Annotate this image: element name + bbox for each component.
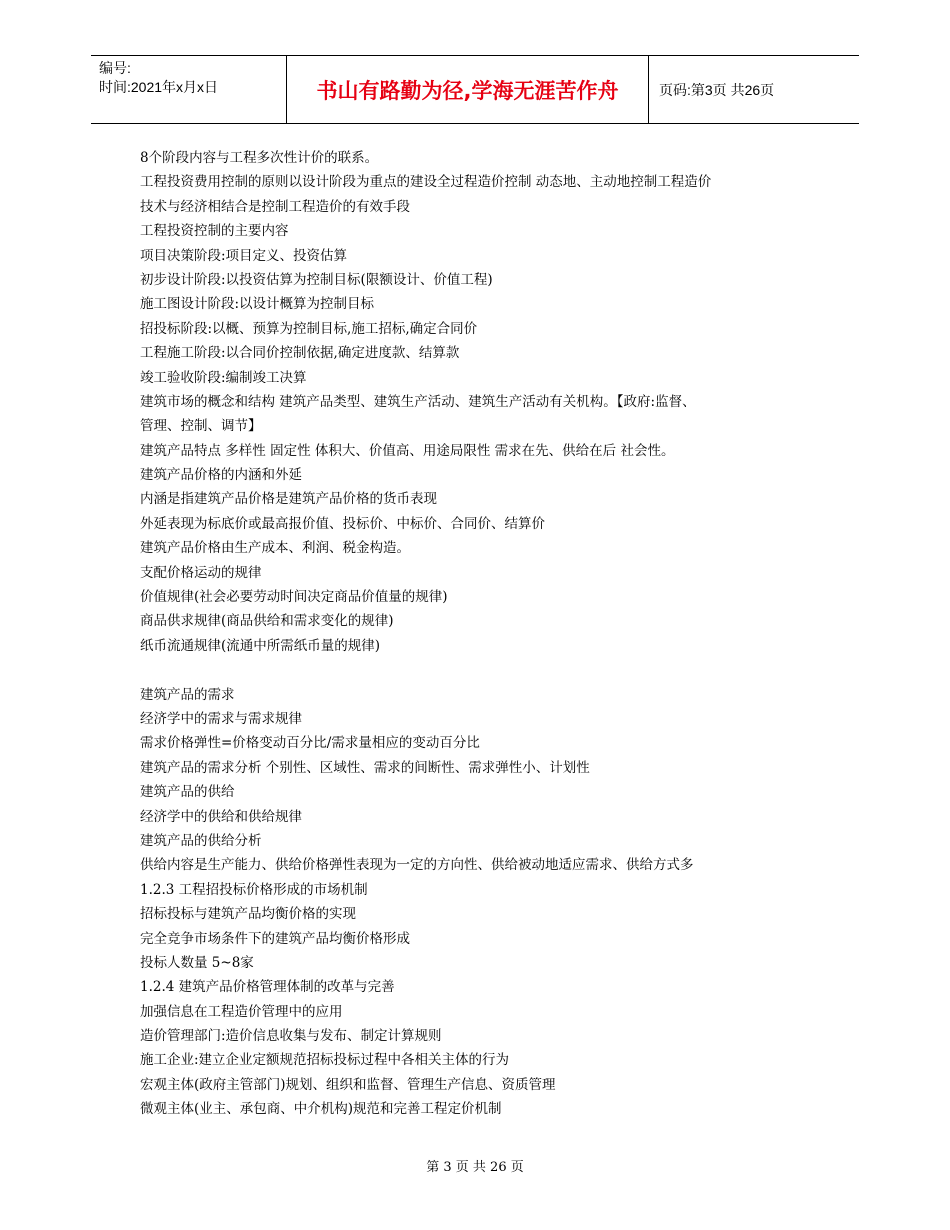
body-text-line: 供给内容是生产能力、供给价格弹性表现为一定的方向性、供给被动地适应需求、供给方式多 [140,857,694,874]
body-text-line: 微观主体(业主、承包商、中介机构)规范和完善工程定价机制 [140,1101,502,1118]
body-text-line: 建筑市场的概念和结构 建筑产品类型、建筑生产活动、建筑生产活动有关机构。【政府:监督、 [140,393,696,410]
body-text-line: 建筑产品价格的内涵和外延 [140,467,302,484]
body-text-line: 加强信息在工程造价管理中的应用 [140,1003,343,1020]
blank-line [140,658,830,682]
page-footer: 第 3 页 共 26 页 [426,1160,524,1175]
body-text-line: 商品供求规律(商品供给和需求变化的规律) [140,613,394,630]
body-text-line: 技术与经济相结合是控制工程造价的有效手段 [140,198,410,215]
body-text-line: 8个阶段内容与工程多次性计价的联系。 [140,150,379,166]
body-text-line: 经济学中的供给和供给规律 [140,808,302,825]
body-text-line: 建筑产品的供给 [140,784,235,801]
body-text-line: 内涵是指建筑产品价格是建筑产品价格的货币表现 [140,491,437,508]
body-text-line: 竣工验收阶段:编制竣工决算 [140,369,307,386]
body-text-line: 宏观主体(政府主管部门)规划、组织和监督、管理生产信息、资质管理 [140,1076,556,1093]
body-text-line: 价值规律(社会必要劳动时间决定商品价值量的规律) [140,589,448,606]
body-text-line: 建筑产品的供给分析 [140,832,262,849]
body-text-line: 工程投资控制的主要内容 [140,223,289,240]
header-page-cell [649,56,859,123]
document-body [140,146,830,1122]
body-text-line: 建筑产品特点 多样性 固定性 体积大、价值高、用途局限性 需求在先、供给在后 社会性。 [140,442,675,459]
body-text-line: 支配价格运动的规律 [140,564,262,581]
body-text-line: 投标人数量 5~8家 [140,954,254,971]
document-time-label: 时间:2021年x月x日 [99,79,219,95]
header-motto: 书山有路勤为径,学海无涯苦作舟 [316,78,619,103]
body-text-line: 初步设计阶段:以投资估算为控制目标(限额设计、价值工程) [140,271,493,288]
body-text-line: 经济学中的需求与需求规律 [140,710,302,727]
body-text-line: 工程投资费用控制的原则以设计阶段为重点的建设全过程造价控制 动态地、主动地控制工程造价 [140,174,712,191]
body-text-line: 施工图设计阶段:以设计概算为控制目标 [140,296,375,313]
body-text-line: 项目决策阶段:项目定义、投资估算 [140,247,348,264]
body-text-line: 外延表现为标底价或最高报价值、投标价、中标价、合同价、结算价 [140,515,545,532]
body-text-line: 完全竞争市场条件下的建筑产品均衡价格形成 [140,930,410,947]
body-text-line: 管理、控制、调节】 [140,418,262,435]
body-text-line: 造价管理部门:造价信息收集与发布、制定计算规则 [140,1028,442,1045]
body-text-line: 招投标阶段:以概、预算为控制目标,施工招标,确定合同价 [140,320,478,337]
body-text-line: 纸币流通规律(流通中所需纸币量的规律) [140,637,381,654]
document-number-label: 编号: [99,60,131,76]
page-header [91,55,859,124]
header-meta [91,56,286,123]
header-motto-cell [286,56,649,123]
header-page-info: 页码:第3页 共26页 [659,81,775,98]
body-text-line: 1.2.3 工程招投标价格形成的市场机制 [140,881,368,898]
body-text-line: 建筑产品的需求分析 个别性、区域性、需求的间断性、需求弹性小、计划性 [140,759,590,776]
body-text-line: 建筑产品价格由生产成本、利润、税金构造。 [140,540,410,557]
body-text-line: 招标投标与建筑产品均衡价格的实现 [140,906,356,923]
body-text-line: 建筑产品的需求 [140,686,235,703]
body-text-line: 工程施工阶段:以合同价控制依据,确定进度款、结算款 [140,345,460,362]
body-text-line: 1.2.4 建筑产品价格管理体制的改革与完善 [140,979,395,996]
body-text-line: 需求价格弹性=价格变动百分比/需求量相应的变动百分比 [140,735,480,752]
body-text-line: 施工企业:建立企业定额规范招标投标过程中各相关主体的行为 [140,1052,510,1069]
